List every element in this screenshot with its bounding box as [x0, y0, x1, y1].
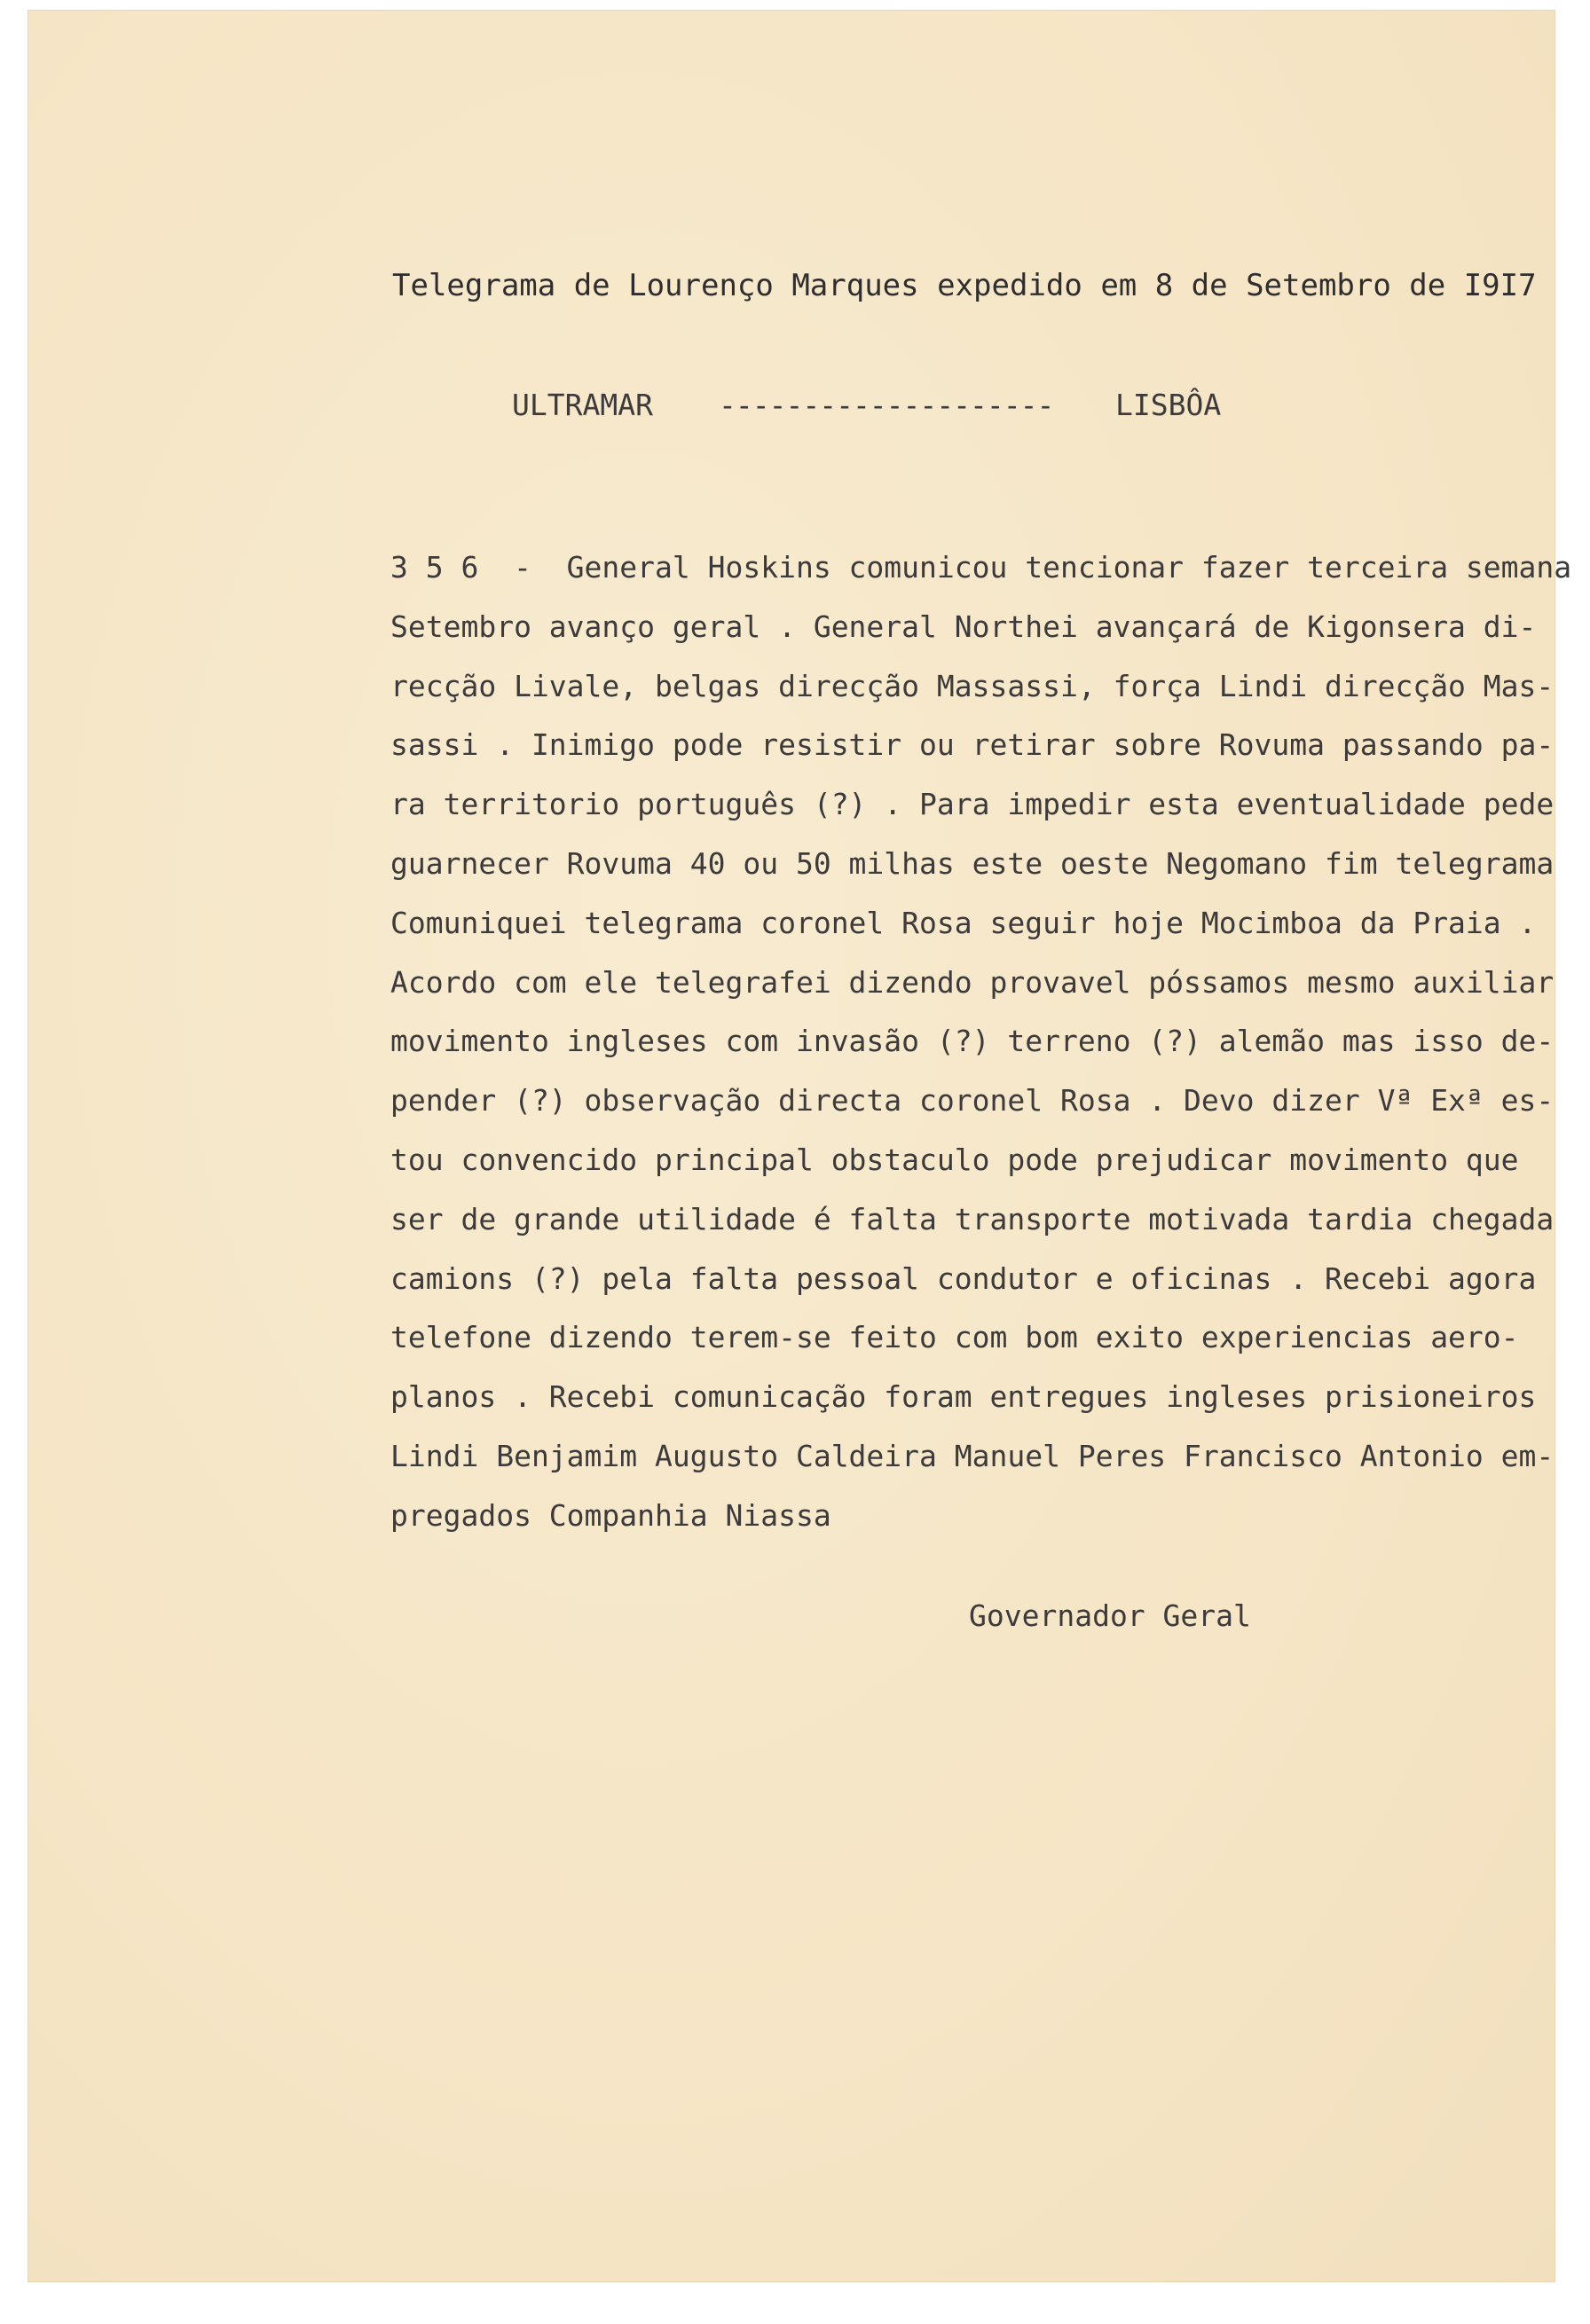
body-line: Acordo com ele telegrafei dizendo provavel póssamos mesmo auxiliar [390, 964, 1555, 1000]
body-line: recção Livale, belgas direcção Massassi, força Lindi direcção Mas- [390, 668, 1555, 703]
body-line: Setembro avanço geral . General Northei avançará de Kigonsera di- [390, 608, 1537, 644]
route-origin: ULTRAMAR [512, 388, 653, 422]
body-line: Lindi Benjamim Augusto Caldeira Manuel Peres Francisco Antonio em- [390, 1438, 1555, 1473]
body-line: pender (?) observação directa coronel Rosa . Devo dizer Vª Exª es- [390, 1083, 1555, 1119]
document-page [28, 11, 1572, 2281]
signature: Governador Geral [969, 1598, 1251, 1633]
body-line: telefone dizendo terem-se feito com bom exito experiencias aero- [390, 1320, 1519, 1355]
route-destination: LISBÔA [1115, 388, 1222, 422]
body-line: ser de grande utilidade é falta transporte motivada tardia chegada [390, 1201, 1555, 1237]
body-line: planos . Recebi comunicação foram entregues ingleses prisioneiros [390, 1379, 1537, 1415]
body-line: tou convencido principal obstaculo pode prejudicar movimento que [390, 1142, 1519, 1177]
body-line: 3 5 6 - General Hoskins comunicou tencionar fazer terceira semana [390, 550, 1572, 585]
route-separator: -------------------- [719, 388, 1054, 422]
body-line: sassi . Inimigo pode resistir ou retirar sobre Rovuma passando pa- [390, 727, 1555, 763]
body-line: guarnecer Rovuma 40 ou 50 milhas este oeste Negomano fim telegrama [390, 845, 1555, 881]
telegram-header: Telegrama de Lourenço Marques expedido em 8 de Setembro de I9I7 [392, 268, 1537, 303]
body-line: camions (?) pela falta pessoal condutor e oficinas . Recebi agora [390, 1260, 1537, 1296]
body-line: movimento ingleses com invasão (?) terreno (?) alemão mas isso de- [390, 1024, 1555, 1059]
body-line: pregados Companhia Niassa [390, 1497, 831, 1533]
telegram-body [390, 538, 1570, 1546]
body-line: Comuniquei telegrama coronel Rosa seguir hoje Mocimboa da Praia . [390, 905, 1537, 940]
body-line: ra territorio português (?) . Para impedir esta eventualidade pede [390, 787, 1555, 822]
